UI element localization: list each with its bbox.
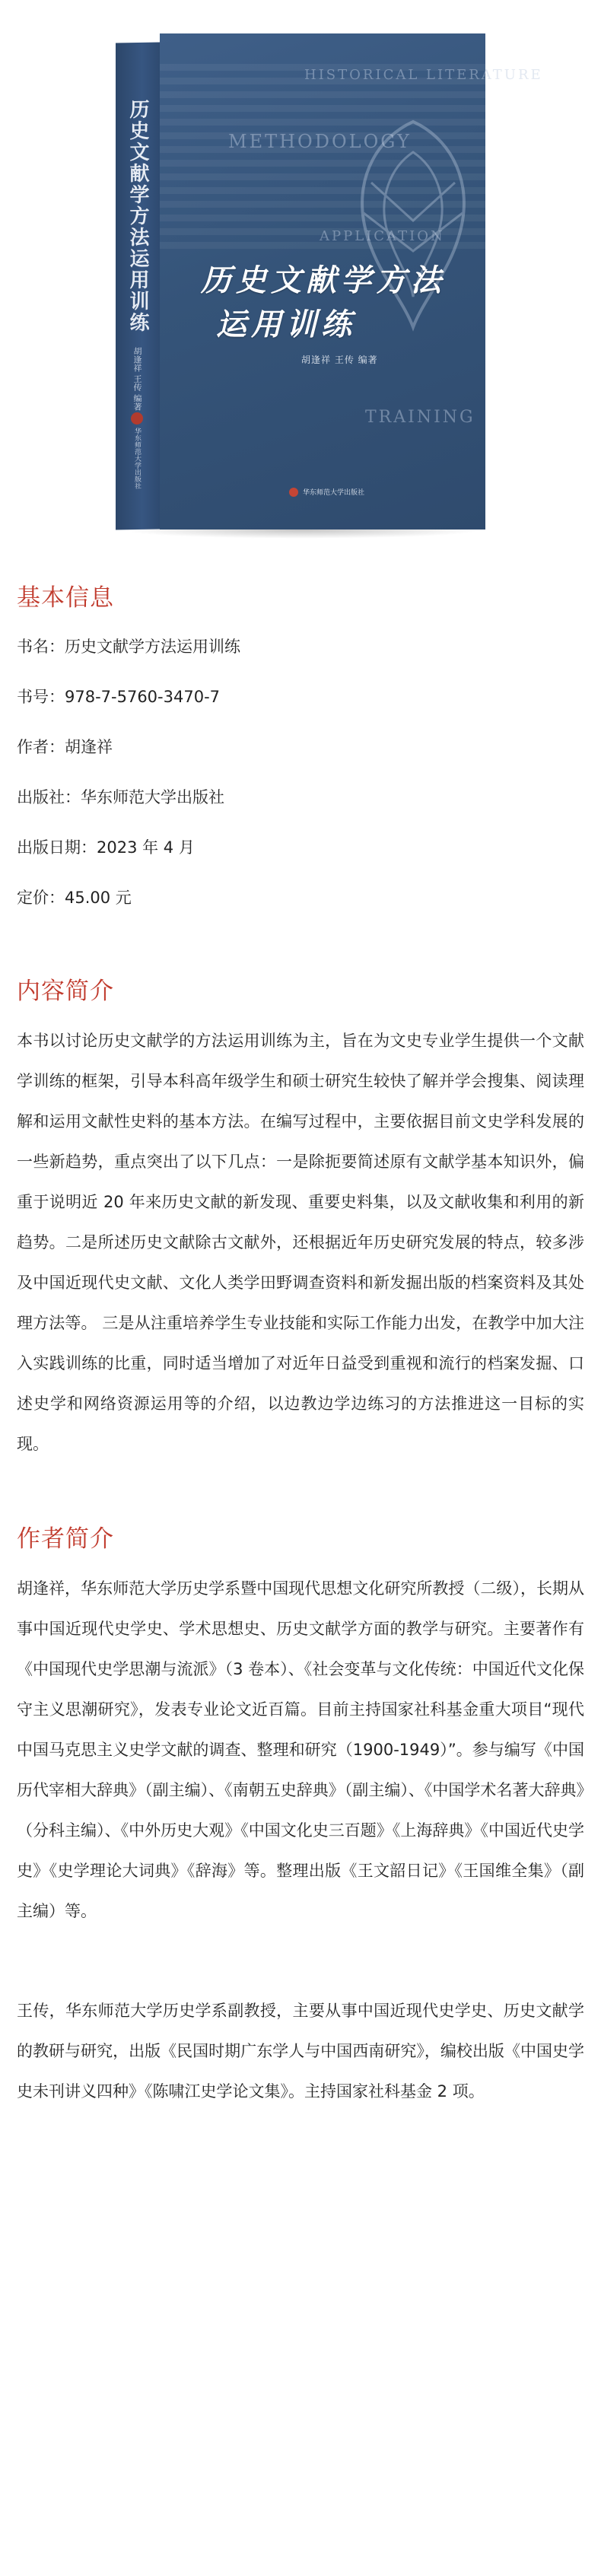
press-logo-icon bbox=[131, 412, 143, 425]
front-title-line2: 运用训练 bbox=[216, 307, 356, 342]
book-spine bbox=[116, 42, 160, 530]
spine-authors: 胡逢祥 王传 编著 bbox=[132, 346, 142, 412]
basic-info-title: 基本信息 bbox=[17, 584, 114, 612]
front-press-block bbox=[289, 487, 364, 497]
info-publisher: 出版社：华东师范大学出版社 bbox=[17, 788, 224, 806]
summary-title: 内容简介 bbox=[17, 978, 114, 1005]
authors-section bbox=[17, 1519, 584, 2112]
author-bio-hu: 胡逢祥，华东师范大学历史学系暨中国现代思想文化研究所教授（二级），长期从事中国近现代史学史、学术思想史、历史文献学方面的教学与研究。主要著作有《中国现代史学思潮与流派》（3 卷本）、《社会变革与文化传统：中国近代文化保守主义思潮研究》，发表专业论文近百篇。目前主持国家社科基金重大项目“现代中国马克思主义史学文献的调查、整理和研究（1900-1949）”。参与编写《中国历代宰相大辞典》（副主编）、《南朝五史辞典》（副主编）、《中国学术名著大辞典》（分科主编）、《中外历史大观》《中国文化史三百题》《上海辞典》《中国近代史学史》《史学理论大词典》《辞海》等。整理出版《王文韶日记》《王国维全集》（副主编）等。 bbox=[17, 1579, 584, 1920]
ghost-text-training: TRAINING bbox=[365, 408, 475, 427]
press-logo-icon bbox=[289, 488, 298, 497]
author-bio-wang: 王传，华东师范大学历史学系副教授，主要从事中国近现代史学史、历史文献学的教研与研究，出版《民国时期广东学人与中国西南研究》，编校出版《中国史学史未刊讲义四种》《陈啸江史学论文集》。主持国家社科基金 2 项。 bbox=[17, 2002, 584, 2101]
info-book-title: 书名：历史文献学方法运用训练 bbox=[17, 638, 240, 656]
spine-title: 历史文献学方法运用训练 bbox=[126, 98, 149, 334]
summary-text: 本书以讨论历史文献学的方法运用训练为主，旨在为文史专业学生提供一个文献学训练的框架，引导本科高年级学生和硕士研究生较快了解并学会搜集、阅读理解和运用文献性史料的基本方法。在编写过程中，主要依据目前文史学科发展的一些新趋势，重点突出了以下几点：一是除扼要简述原有文献学基本知识外，偏重于说明近 20 年来历史文献的新发现、重要史料集，以及文献收集和利用的新趋势。二是所述历史文献除古文献外，还根据近年历史研究发展的特点，较多涉及中国近现代史文献、文化人类学田野调查资料和新发掘出版的档案资料及其处理方法等。 三是从注重培养学生专业技能和实际工作能力出发，在教学中加大注入实践训练的比重，同时适当增加了对近年日益受到重视和流行的档案发掘、口述史学和网络资源运用等的介绍，以边教边学边练习的方法推进这一目标的实现。 bbox=[17, 1032, 584, 1453]
content bbox=[17, 578, 584, 2112]
spine-press: 华东师范大学出版社 bbox=[133, 427, 141, 490]
info-isbn: 书号：978-7-5760-3470-7 bbox=[17, 688, 221, 706]
book-cover-image bbox=[0, 0, 601, 563]
front-press: 华东师范大学出版社 bbox=[303, 489, 365, 497]
front-title-line1: 历史文献学方法 bbox=[201, 262, 446, 298]
ghost-text-methodology: METHODOLOGY bbox=[228, 131, 412, 152]
ghost-text-historical: HISTORICAL LITERATURE bbox=[304, 67, 543, 83]
book bbox=[116, 33, 543, 528]
summary-section bbox=[17, 972, 584, 1465]
basic-info-section bbox=[17, 578, 584, 923]
info-author: 作者：胡逢祥 bbox=[17, 738, 113, 756]
book-front-cover bbox=[160, 33, 543, 530]
authors-title: 作者简介 bbox=[17, 1525, 114, 1553]
front-title bbox=[201, 259, 446, 347]
ghost-text-application: APPLICATION bbox=[320, 228, 445, 244]
front-authors: 胡逢祥 王传 编著 bbox=[301, 355, 378, 365]
info-publish-date: 出版日期：2023 年 4 月 bbox=[17, 838, 195, 857]
info-price: 定价：45.00 元 bbox=[17, 889, 132, 907]
